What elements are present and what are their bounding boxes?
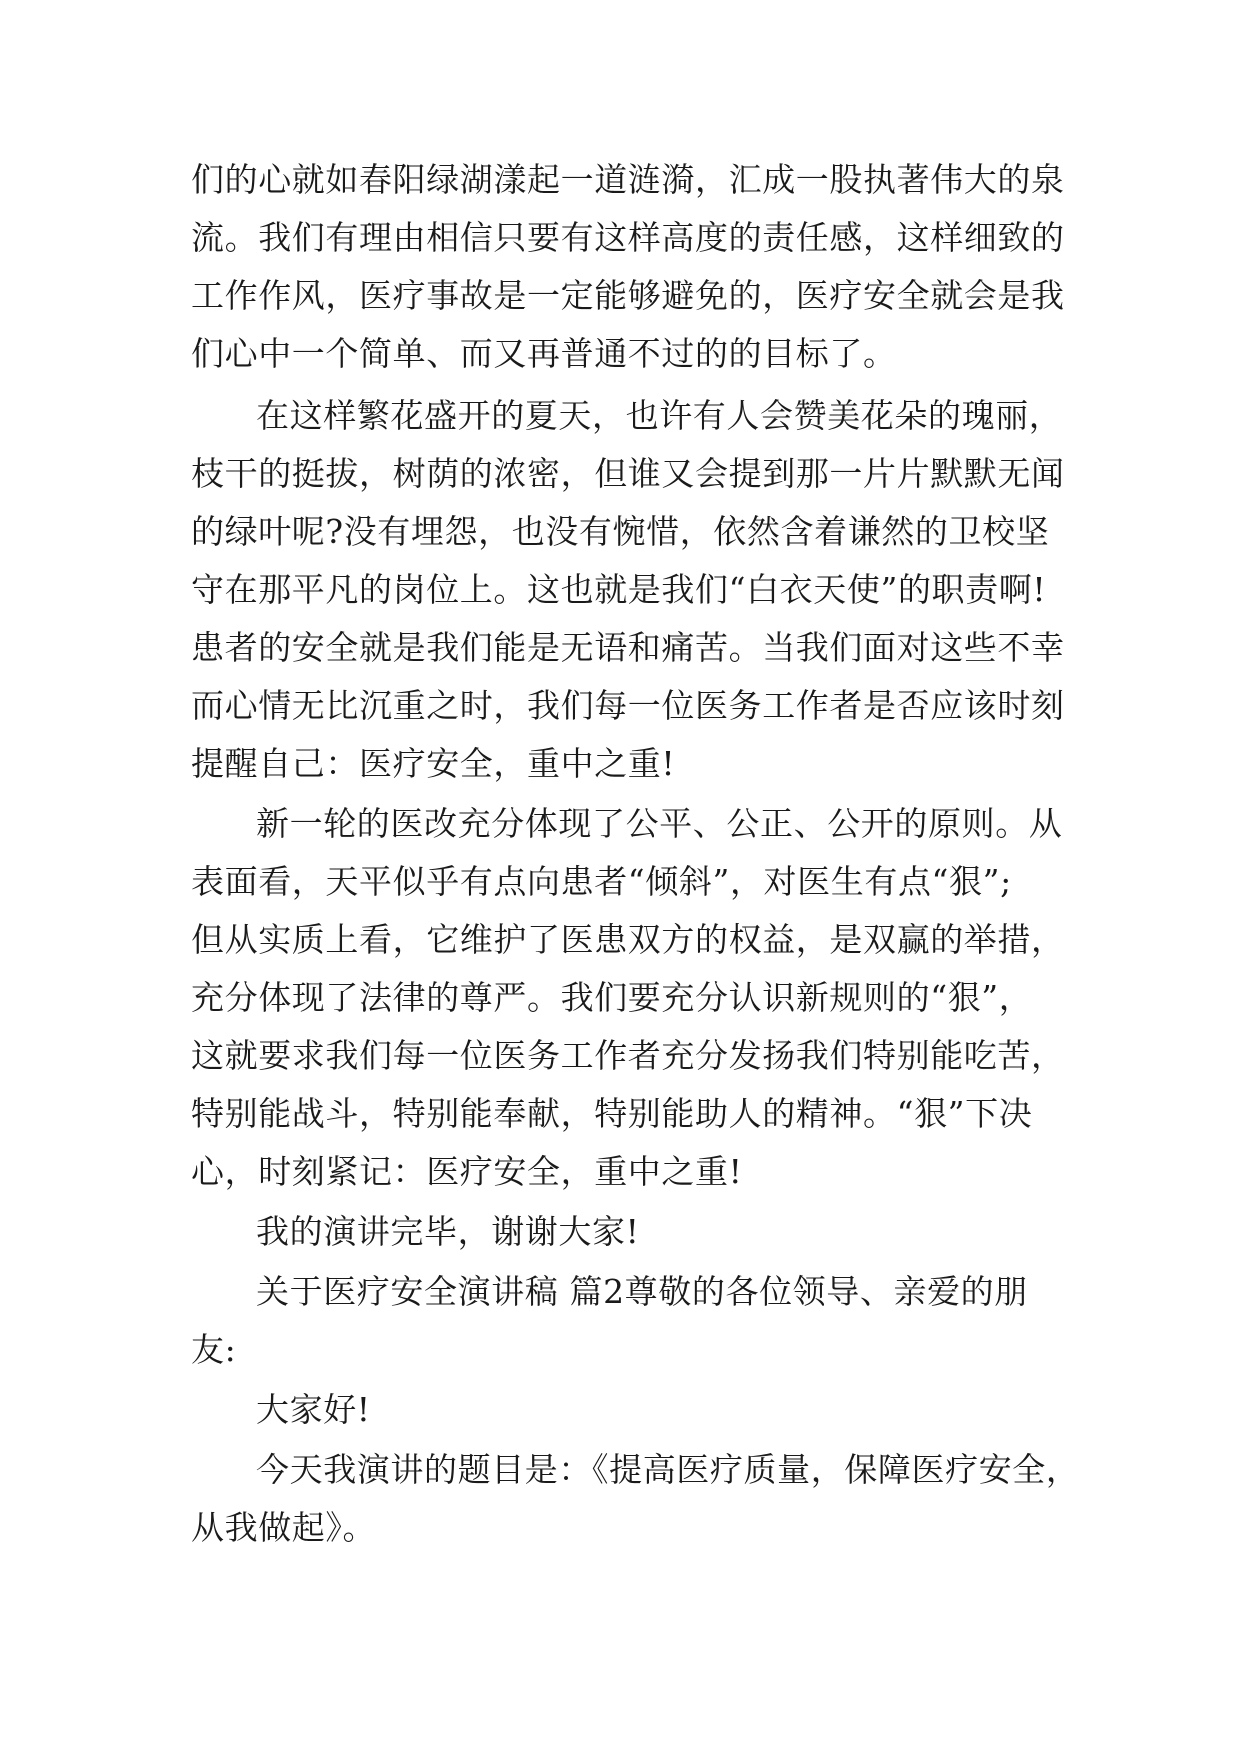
text-line: 而心情无比沉重之时，我们每一位医务工作者是否应该时刻 (191, 686, 1065, 725)
text-line: 表面看，天平似乎有点向患者“倾斜”，对医生有点“狠”; (191, 862, 1012, 901)
text-line: 这就要求我们每一位医务工作者充分发扬我们特别能吃苦， (191, 1036, 1065, 1075)
text-line: 枝干的挺拔，树荫的浓密，但谁又会提到那一片片默默无闻 (191, 454, 1065, 493)
text-line: 但从实质上看，它维护了医患双方的权益，是双赢的举措， (191, 920, 1065, 959)
text-line: 们的心就如春阳绿湖漾起一道涟漪，汇成一股执著伟大的泉 (191, 160, 1065, 199)
text-line: 患者的安全就是我们能是无语和痛苦。当我们面对这些不幸 (191, 628, 1065, 667)
text-line: 特别能战斗，特别能奉献，特别能助人的精神。“狠”下决 (191, 1094, 1033, 1133)
text-line: 充分体现了法律的尊严。我们要充分认识新规则的“狠”， (191, 978, 1033, 1017)
paragraph-start-line: 大家好! (256, 1390, 371, 1429)
text-line: 流。我们有理由相信只要有这样高度的责任感，这样细致的 (191, 218, 1065, 257)
text-line: 们心中一个简单、而又再普通不过的的目标了。 (191, 334, 897, 373)
paragraph-start-line: 关于医疗安全演讲稿 篇2尊敬的各位领导、亲爱的朋 (256, 1272, 1028, 1311)
paragraph-start-line: 新一轮的医改充分体现了公平、公正、公开的原则。从 (256, 804, 1063, 843)
text-line: 提醒自己：医疗安全，重中之重! (191, 744, 676, 783)
paragraph-start-line: 在这样繁花盛开的夏天，也许有人会赞美花朵的瑰丽， (256, 396, 1063, 435)
paragraph-start-line: 今天我演讲的题目是：《提高医疗质量，保障医疗安全， (256, 1450, 1080, 1489)
text-line: 从我做起》。 (191, 1508, 377, 1547)
text-line: 心，时刻紧记：医疗安全，重中之重! (191, 1152, 743, 1191)
text-line: 的绿叶呢?没有埋怨，也没有惋惜，依然含着谦然的卫校坚 (191, 512, 1050, 551)
text-line: 友: (191, 1330, 237, 1369)
text-line: 工作作风，医疗事故是一定能够避免的，医疗安全就会是我 (191, 276, 1065, 315)
text-line: 守在那平凡的岗位上。这也就是我们“白衣天使”的职责啊! (191, 570, 1047, 609)
paragraph-start-line: 我的演讲完毕，谢谢大家! (256, 1212, 640, 1251)
